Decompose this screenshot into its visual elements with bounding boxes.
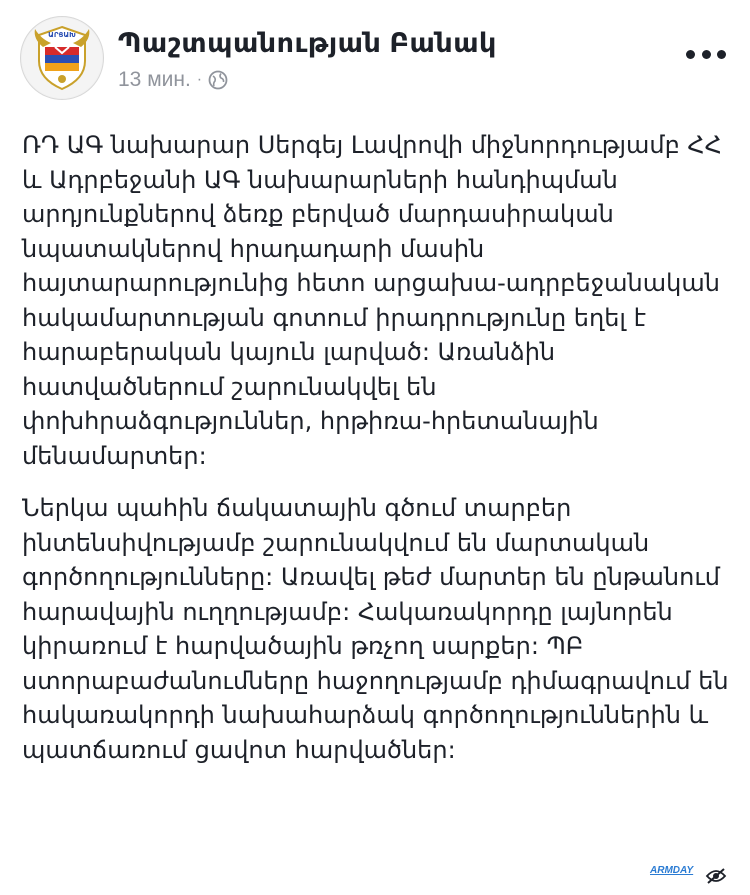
page-name-link[interactable]: Պաշտպանության Բանակ [118, 28, 497, 58]
eye-slash-icon [705, 868, 727, 884]
avatar-logo-text: ԱՐՑԱԽ [48, 31, 76, 39]
post-meta [118, 68, 228, 92]
meta-separator: · [196, 71, 203, 88]
more-dot [717, 50, 726, 59]
post-header [20, 16, 730, 106]
more-dot [702, 50, 711, 59]
more-dot [686, 50, 695, 59]
post-paragraph-1: ՌԴ ԱԳ նախարար Սերգեյ Լավրովի միջնորդությամբ ՀՀ և Ադրբեջանի ԱԳ նախարարների հանդիպման արդյունքներով ձեռք բերված մարդասիրական նպատակներով հրադադարի մասին հայտարարությունից հետո արցախա-ադրբեջանական հակամարտության գոտում իրադրությունը եղել է հարաբերական կայուն լարված: Առանձին հատվածներում շարունակվել են փոխհրաձգություններ, հրթիռա-հրետանային մենամարտեր: [22, 131, 722, 470]
armday-watermark: ARMDAY [650, 865, 694, 876]
post-timestamp[interactable]: 13 мин. [118, 68, 191, 91]
more-options-button[interactable] [686, 42, 726, 66]
army-emblem-icon [21, 17, 103, 99]
globe-icon[interactable] [208, 70, 228, 90]
page-avatar[interactable] [20, 16, 104, 100]
post-paragraph-2: Ներկա պահին ճակատային գծում տարբեր ինտենսիվությամբ շարունակվում են մարտական գործողությունները: Առավել թեժ մարտեր են ընթանում հարավային ուղղությամբ: Հակառակորդը լայնորեն կիրառում է հարվածային թռչող սարքեր: ՊԲ ստորաբաժանումները հաջողությամբ դիմագրավում են հակառակորդի նախահարձակ գործողություններին և պատճառում ցավոտ հարվածներ: [22, 494, 729, 764]
post-body [22, 128, 734, 785]
